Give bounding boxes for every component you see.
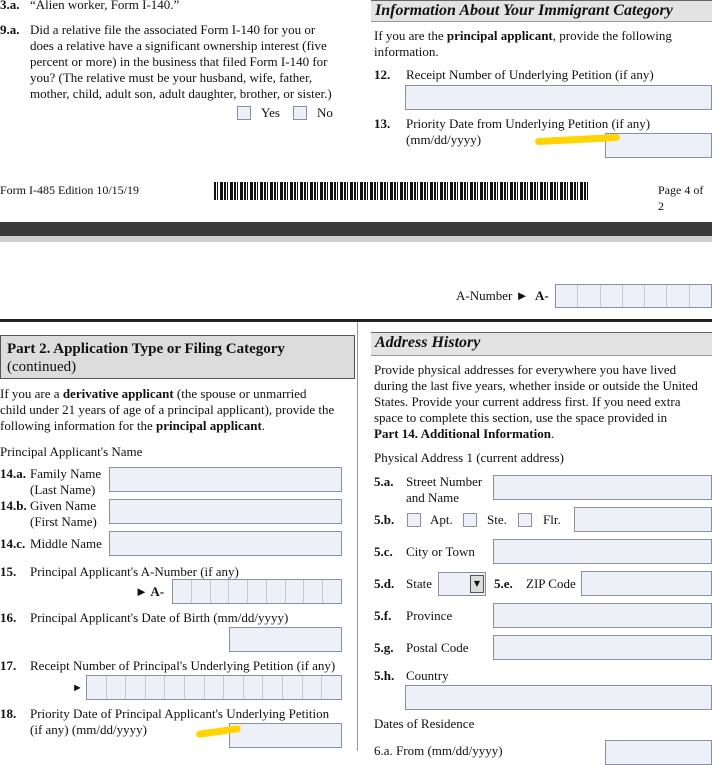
no-label: No bbox=[317, 105, 333, 120]
q18-number: 18. bbox=[0, 706, 17, 721]
postal-code-field[interactable] bbox=[493, 635, 712, 660]
q14c-number: 14.c. bbox=[0, 536, 26, 551]
given-name-field[interactable] bbox=[109, 499, 342, 524]
q9a-line: you? (The relative must be your husband, wife, father, bbox=[30, 70, 313, 85]
q15-label: Principal Applicant's A-Number (if any) bbox=[30, 564, 239, 579]
immigrant-intro: If you are the principal applicant, provide the following information. bbox=[374, 28, 672, 59]
from-date-field[interactable] bbox=[605, 740, 712, 765]
q16-label: Principal Applicant's Date of Birth (mm/dd/yyyy) bbox=[30, 610, 289, 625]
q5d-label: State bbox=[406, 576, 432, 591]
ste-checkbox[interactable] bbox=[463, 513, 477, 527]
unit-number-field[interactable] bbox=[574, 507, 712, 532]
city-field[interactable] bbox=[493, 539, 712, 564]
q9a-line: Did a relative file the associated Form I-140 for you or bbox=[30, 22, 316, 37]
q5a-label: Street Number and Name bbox=[406, 474, 483, 505]
q5f-label: Province bbox=[406, 608, 453, 623]
page-number: Page 4 of 2 bbox=[658, 183, 704, 213]
q14c-label: Middle Name bbox=[30, 536, 102, 551]
part2-header bbox=[0, 335, 355, 379]
flr-label: Flr. bbox=[543, 512, 561, 527]
q12-number: 12. bbox=[374, 67, 391, 82]
q9a-number: 9.a. bbox=[0, 22, 20, 37]
q5d-number: 5.d. bbox=[374, 576, 395, 591]
flr-checkbox[interactable] bbox=[518, 513, 532, 527]
q5g-label: Postal Code bbox=[406, 640, 469, 655]
q16-number: 16. bbox=[0, 610, 17, 625]
province-field[interactable] bbox=[493, 603, 712, 628]
physical-address-label: Physical Address 1 (current address) bbox=[374, 450, 564, 465]
q13-label: Priority Date from Underlying Petition (if any) bbox=[406, 116, 651, 131]
street-field[interactable] bbox=[493, 475, 712, 500]
no-checkbox[interactable] bbox=[293, 106, 307, 120]
part2-title: Part 2. Application Type or Filing Category bbox=[7, 341, 285, 357]
q5h-number: 5.h. bbox=[374, 668, 395, 683]
dates-of-residence-label: Dates of Residence bbox=[374, 716, 475, 731]
q14b-label: Given Name (First Name) bbox=[30, 498, 97, 529]
a-number-prefix: A- bbox=[535, 288, 549, 303]
principal-a-number-field[interactable] bbox=[172, 579, 342, 604]
country-field[interactable] bbox=[405, 685, 712, 710]
column-divider bbox=[357, 322, 358, 751]
q14b-number: 14.b. bbox=[0, 498, 27, 513]
principal-priority-date-field[interactable] bbox=[229, 723, 342, 748]
q5e-number: 5.e. bbox=[494, 576, 513, 591]
q3a-number: 3.a. bbox=[0, 0, 20, 12]
address-history-header: Address History bbox=[371, 332, 712, 356]
address-intro: Provide physical addresses for everywhere you have lived during the last five years, whether inside or outside the United States. Provide your current address first. If you need extra space to complete this section, use the space provided in Part 14. Additional Information. bbox=[374, 362, 698, 441]
q5g-number: 5.g. bbox=[374, 640, 394, 655]
q6a-label: 6.a. From (mm/dd/yyyy) bbox=[374, 743, 503, 758]
barcode bbox=[214, 182, 589, 200]
q5h-label: Country bbox=[406, 668, 449, 683]
principal-dob-field[interactable] bbox=[229, 627, 342, 652]
yes-label: Yes bbox=[261, 105, 280, 120]
q5c-label: City or Town bbox=[406, 544, 475, 559]
q17-label: Receipt Number of Principal's Underlying Petition (if any) bbox=[30, 658, 336, 673]
immigrant-category-header: Information About Your Immigrant Category bbox=[371, 0, 712, 22]
apt-label: Apt. bbox=[430, 512, 453, 527]
principal-name-label: Principal Applicant's Name bbox=[0, 444, 143, 459]
ste-label: Ste. bbox=[487, 512, 507, 527]
zip-field[interactable] bbox=[581, 571, 712, 596]
q9a-question bbox=[30, 22, 332, 102]
q14a-number: 14.a. bbox=[0, 466, 26, 481]
q15-prefix: ► A- bbox=[135, 584, 165, 599]
page-break-band bbox=[0, 222, 712, 236]
q5a-number: 5.a. bbox=[374, 474, 394, 489]
q5b-number: 5.b. bbox=[374, 512, 395, 527]
family-name-field[interactable] bbox=[109, 467, 342, 492]
q5f-number: 5.f. bbox=[374, 608, 392, 623]
q3a-text: “Alien worker, Form I-140.” bbox=[30, 0, 180, 12]
page-break-shadow bbox=[0, 236, 712, 242]
q5e-label: ZIP Code bbox=[526, 576, 576, 591]
form-edition-footer: Form I-485 Edition 10/15/19 bbox=[0, 183, 139, 197]
part2-subtitle: (continued) bbox=[7, 359, 77, 375]
principal-receipt-number-field[interactable] bbox=[86, 675, 342, 700]
part2-intro: If you are a derivative applicant (the spouse or unmarried child under 21 years of age of a principal applicant), provide the following information for the principal applicant. bbox=[0, 386, 335, 433]
q9a-line: percent or more) in the business that filed Form I-140 for bbox=[30, 54, 328, 69]
q15-number: 15. bbox=[0, 564, 17, 579]
q12-label: Receipt Number of Underlying Petition (if any) bbox=[406, 67, 654, 82]
q9a-line: mother, child, adult son, adult daughter, brother, or sister.) bbox=[30, 86, 332, 101]
q18-label: Priority Date of Principal Applicant's Underlying Petition (if any) (mm/dd/yyyy) bbox=[30, 706, 330, 737]
q17-number: 17. bbox=[0, 658, 17, 673]
q17-arrow: ► bbox=[72, 682, 83, 694]
q5c-number: 5.c. bbox=[374, 544, 393, 559]
q13-number: 13. bbox=[374, 116, 391, 131]
apt-checkbox[interactable] bbox=[407, 513, 421, 527]
chevron-down-icon[interactable]: ▼ bbox=[470, 575, 484, 593]
a-number-field[interactable] bbox=[555, 284, 712, 308]
middle-name-field[interactable] bbox=[109, 531, 342, 556]
q12-receipt-number-field[interactable] bbox=[405, 85, 712, 110]
a-number-label: A-Number ► bbox=[456, 288, 529, 303]
q13-priority-date-field[interactable] bbox=[605, 133, 712, 158]
header-rule bbox=[0, 319, 712, 322]
q9a-line: does a relative have a significant ownership interest (five bbox=[30, 38, 327, 53]
q14a-label: Family Name (Last Name) bbox=[30, 466, 102, 497]
q13-sublabel: (mm/dd/yyyy) bbox=[406, 132, 482, 147]
yes-checkbox[interactable] bbox=[237, 106, 251, 120]
